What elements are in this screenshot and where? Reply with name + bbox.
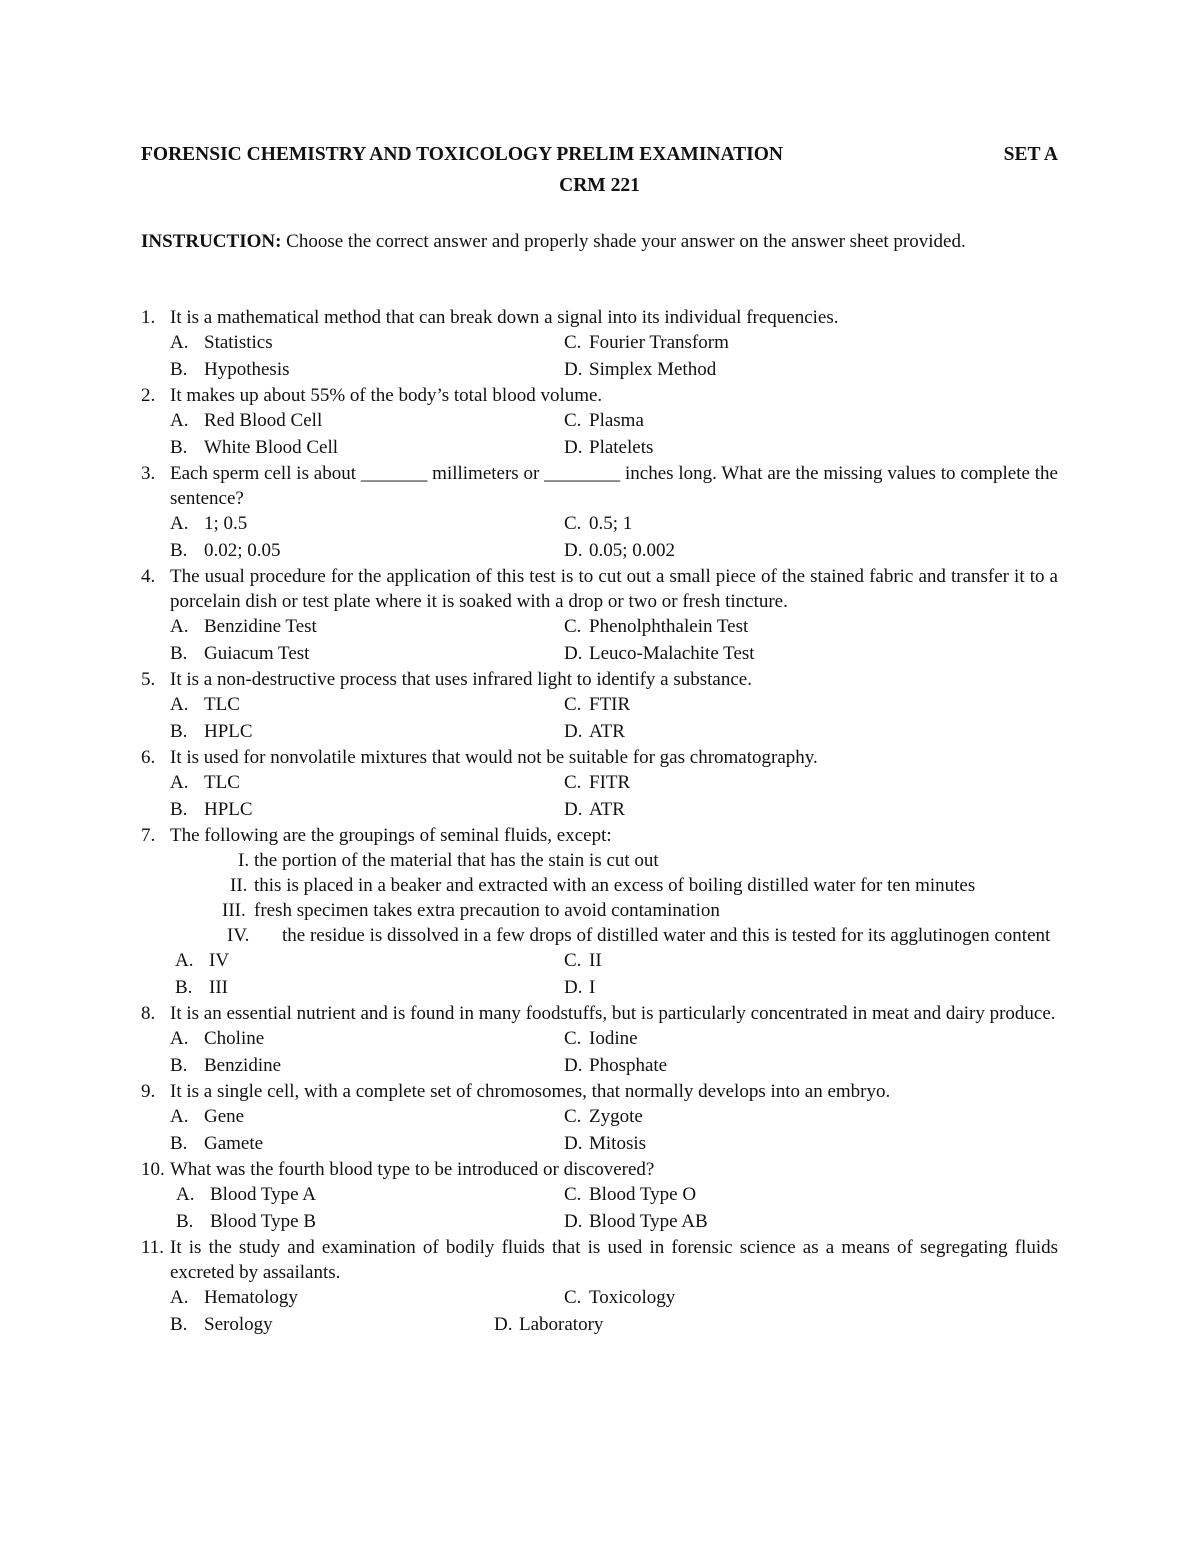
answer-option[interactable] xyxy=(564,1104,643,1130)
option-letter: A. xyxy=(170,1028,189,1049)
answer-option[interactable] xyxy=(564,1053,667,1079)
option-text: Fourier Transform xyxy=(589,332,729,353)
question xyxy=(141,305,1058,383)
statement-numeral: II. xyxy=(230,875,248,896)
question-text: Each sperm cell is about _______ millimeters or ________ inches long. What are the missing values to complete the sentence? xyxy=(170,463,1058,509)
option-letter: D. xyxy=(564,642,583,664)
options-row xyxy=(141,770,1058,797)
options-row xyxy=(141,614,1058,641)
option-text: Choline xyxy=(204,1028,265,1049)
answer-option[interactable] xyxy=(564,641,755,667)
options-row xyxy=(141,1026,1058,1053)
option-text: TLC xyxy=(204,772,240,793)
options-row xyxy=(141,357,1058,384)
instruction xyxy=(141,229,1058,254)
options-row xyxy=(141,1131,1058,1158)
option-text: I xyxy=(589,976,596,998)
answer-option[interactable] xyxy=(170,1131,263,1157)
option-letter: D. xyxy=(564,720,583,742)
option-text: Serology xyxy=(204,1313,273,1335)
answer-option[interactable] xyxy=(170,797,253,823)
question-number: 1. xyxy=(141,307,156,328)
option-letter: A. xyxy=(170,1287,189,1308)
answer-option[interactable] xyxy=(170,1026,264,1052)
answer-option[interactable] xyxy=(176,1209,316,1235)
answer-option[interactable] xyxy=(170,511,247,537)
question-number: 11. xyxy=(141,1237,165,1258)
option-text: Leuco-Malachite Test xyxy=(589,642,755,664)
answer-option[interactable] xyxy=(170,719,253,745)
option-text: Blood Type B xyxy=(210,1210,316,1232)
course-code: CRM 221 xyxy=(559,175,640,196)
answer-option[interactable] xyxy=(564,435,653,461)
option-letter: C. xyxy=(564,772,582,793)
option-text: ATR xyxy=(589,720,625,742)
question-text: It makes up about 55% of the body’s total blood volume. xyxy=(170,385,603,406)
options-row xyxy=(141,1182,1058,1209)
option-letter: C. xyxy=(564,410,582,431)
option-text: II xyxy=(589,950,602,971)
options-row xyxy=(141,948,1058,975)
option-letter: C. xyxy=(564,694,582,715)
options-row xyxy=(141,1104,1058,1131)
question-number: 2. xyxy=(141,385,156,406)
question-text: It is the study and examination of bodily fluids that is used in forensic science as a means of segregating fluids excreted by assailants. xyxy=(170,1237,1058,1283)
question-text: The following are the groupings of seminal fluids, except: xyxy=(170,825,612,846)
option-text: TLC xyxy=(204,694,240,715)
option-text: Laboratory xyxy=(519,1313,604,1335)
question xyxy=(141,1079,1058,1157)
options-row xyxy=(141,1312,1058,1339)
answer-option[interactable] xyxy=(564,770,630,796)
question xyxy=(141,1235,1058,1338)
option-text: Benzidine xyxy=(204,1054,282,1076)
options-row xyxy=(141,511,1058,538)
options-row xyxy=(141,538,1058,565)
options-row xyxy=(141,1285,1058,1312)
option-letter: B. xyxy=(175,976,193,998)
statement-item xyxy=(141,873,1058,898)
question-number: 3. xyxy=(141,463,156,484)
option-letter: B. xyxy=(170,358,188,380)
statement-text: fresh specimen takes extra precaution to avoid contamination xyxy=(254,900,720,921)
options-row xyxy=(141,797,1058,824)
answer-option[interactable] xyxy=(564,1131,646,1157)
answer-option[interactable] xyxy=(170,408,322,434)
answer-option[interactable] xyxy=(564,408,644,434)
option-text: White Blood Cell xyxy=(204,436,339,458)
question-list xyxy=(141,305,1058,1338)
statement-item xyxy=(141,923,1058,948)
answer-option[interactable] xyxy=(564,511,632,537)
option-text: IV xyxy=(209,950,230,971)
options-row xyxy=(141,641,1058,668)
option-letter: B. xyxy=(170,436,188,458)
option-text: Red Blood Cell xyxy=(204,410,323,431)
options-row xyxy=(141,719,1058,746)
option-text: 1; 0.5 xyxy=(204,513,248,534)
option-text: Blood Type AB xyxy=(589,1210,708,1232)
option-letter: C. xyxy=(564,1184,582,1205)
answer-option[interactable] xyxy=(564,1285,675,1311)
statement-item xyxy=(141,898,1058,923)
question-text: It is an essential nutrient and is found in many foodstuffs, but is particularly concentrated in meat and dairy produce. xyxy=(170,1003,1056,1024)
option-text: 0.02; 0.05 xyxy=(204,539,281,561)
answer-option[interactable] xyxy=(564,1182,696,1208)
question xyxy=(141,461,1058,564)
option-text: Blood Type A xyxy=(210,1184,316,1205)
option-letter: C. xyxy=(564,1028,582,1049)
option-letter: D. xyxy=(494,1313,513,1335)
question xyxy=(141,1001,1058,1079)
statement-item xyxy=(141,848,1058,873)
answer-option[interactable] xyxy=(170,1104,244,1130)
statement-numeral: III. xyxy=(222,900,246,921)
option-letter: C. xyxy=(564,616,582,637)
question xyxy=(141,823,1058,1001)
exam-title: FORENSIC CHEMISTRY AND TOXICOLOGY PRELIM EXAMINATION xyxy=(141,144,783,165)
answer-option[interactable] xyxy=(170,357,290,383)
option-text: Zygote xyxy=(589,1106,643,1127)
answer-option[interactable] xyxy=(170,614,317,640)
answer-option[interactable] xyxy=(564,357,716,383)
question-text: It is a single cell, with a complete set of chromosomes, that normally develops into an embryo. xyxy=(170,1081,891,1102)
option-text: Statistics xyxy=(204,332,273,353)
option-letter: B. xyxy=(170,720,188,742)
option-text: Guiacum Test xyxy=(204,642,310,664)
option-text: HPLC xyxy=(204,798,253,820)
option-text: FITR xyxy=(589,772,631,793)
option-text: Mitosis xyxy=(589,1132,647,1154)
options-row xyxy=(141,975,1058,1002)
option-letter: B. xyxy=(170,642,188,664)
option-text: Platelets xyxy=(589,436,654,458)
answer-option[interactable] xyxy=(564,975,595,1001)
option-letter: D. xyxy=(564,1132,583,1154)
option-letter: C. xyxy=(564,332,582,353)
question xyxy=(141,564,1058,667)
options-row xyxy=(141,692,1058,719)
option-letter: A. xyxy=(170,1106,189,1127)
question xyxy=(141,667,1058,745)
answer-option[interactable] xyxy=(564,614,748,640)
question-number: 5. xyxy=(141,669,156,690)
answer-option[interactable] xyxy=(170,538,281,564)
option-text: Gene xyxy=(204,1106,245,1127)
answer-option[interactable] xyxy=(564,797,625,823)
option-letter: A. xyxy=(176,1184,195,1205)
question-text: What was the fourth blood type to be introduced or discovered? xyxy=(170,1159,655,1180)
statement-text: the portion of the material that has the stain is cut out xyxy=(254,850,659,871)
option-letter: B. xyxy=(170,1313,188,1335)
option-letter: B. xyxy=(170,1054,188,1076)
option-text: Plasma xyxy=(589,410,644,431)
answer-option[interactable] xyxy=(170,1312,273,1338)
question-number: 10. xyxy=(141,1159,165,1180)
option-text: Benzidine Test xyxy=(204,616,317,637)
answer-option[interactable] xyxy=(175,948,229,974)
question xyxy=(141,745,1058,823)
options-row xyxy=(141,1209,1058,1236)
option-letter: A. xyxy=(170,410,189,431)
answer-option[interactable] xyxy=(564,719,625,745)
instruction-label: INSTRUCTION: xyxy=(141,231,282,252)
option-letter: A. xyxy=(170,513,189,534)
options-row xyxy=(141,330,1058,357)
statement-text: the residue is dissolved in a few drops of distilled water and this is tested for its agglutinogen content xyxy=(282,925,1051,946)
instruction-text: Choose the correct answer and properly shade your answer on the answer sheet provided. xyxy=(286,231,966,252)
option-text: III xyxy=(209,976,228,998)
option-text: Iodine xyxy=(589,1028,638,1049)
answer-option[interactable] xyxy=(170,330,273,356)
question-number: 6. xyxy=(141,747,156,768)
exam-set: SET A xyxy=(1003,144,1058,165)
option-text: Phenolphthalein Test xyxy=(589,616,749,637)
exam-header xyxy=(141,144,1058,197)
answer-option[interactable] xyxy=(175,975,228,1001)
options-row xyxy=(141,408,1058,435)
answer-option[interactable] xyxy=(170,435,338,461)
answer-option[interactable] xyxy=(170,641,309,667)
option-text: Phosphate xyxy=(589,1054,668,1076)
answer-option[interactable] xyxy=(170,1285,298,1311)
option-text: Blood Type O xyxy=(589,1184,697,1205)
question-text: It is used for nonvolatile mixtures that would not be suitable for gas chromatography. xyxy=(170,747,818,768)
option-letter: D. xyxy=(564,976,583,998)
option-text: HPLC xyxy=(204,720,253,742)
question xyxy=(141,383,1058,461)
question-text: It is a non-destructive process that uses infrared light to identify a substance. xyxy=(170,669,752,690)
question-number: 4. xyxy=(141,566,156,587)
option-letter: C. xyxy=(564,1106,582,1127)
option-text: FTIR xyxy=(589,694,631,715)
option-letter: C. xyxy=(564,1287,582,1308)
answer-option[interactable] xyxy=(170,692,240,718)
statement-text: this is placed in a beaker and extracted with an excess of boiling distilled water for ten minutes xyxy=(254,875,976,896)
option-letter: B. xyxy=(176,1210,194,1232)
option-letter: C. xyxy=(564,513,582,534)
option-text: Simplex Method xyxy=(589,358,717,380)
option-letter: B. xyxy=(170,798,188,820)
option-text: Toxicology xyxy=(589,1287,676,1308)
answer-option[interactable] xyxy=(564,330,729,356)
answer-option[interactable] xyxy=(564,538,675,564)
answer-option[interactable] xyxy=(176,1182,316,1208)
answer-option[interactable] xyxy=(170,770,240,796)
question-number: 9. xyxy=(141,1081,156,1102)
option-letter: A. xyxy=(170,772,189,793)
option-text: Hypothesis xyxy=(204,358,290,380)
options-row xyxy=(141,435,1058,462)
option-text: Gamete xyxy=(204,1132,264,1154)
question xyxy=(141,1157,1058,1235)
option-text: Hematology xyxy=(204,1287,298,1308)
option-letter: B. xyxy=(170,1132,188,1154)
question-text: The usual procedure for the application of this test is to cut out a small piece of the stained fabric and transfer it to a porcelain dish or test plate where it is soaked with a drop or two or fresh tincture. xyxy=(170,566,1058,612)
option-letter: A. xyxy=(170,332,189,353)
option-letter: D. xyxy=(564,1054,583,1076)
option-text: ATR xyxy=(589,798,625,820)
statement-numeral: I. xyxy=(238,850,250,871)
option-letter: A. xyxy=(175,950,194,971)
answer-option[interactable] xyxy=(564,1209,708,1235)
option-letter: D. xyxy=(564,798,583,820)
option-letter: C. xyxy=(564,950,582,971)
question-number: 7. xyxy=(141,825,156,846)
option-letter: A. xyxy=(170,616,189,637)
answer-option[interactable] xyxy=(170,1053,281,1079)
answer-option[interactable] xyxy=(564,692,630,718)
option-letter: D. xyxy=(564,358,583,380)
option-letter: D. xyxy=(564,539,583,561)
answer-option[interactable] xyxy=(564,1026,638,1052)
statement-numeral: IV. xyxy=(227,925,250,946)
option-letter: A. xyxy=(170,694,189,715)
option-letter: D. xyxy=(564,436,583,458)
option-letter: B. xyxy=(170,539,188,561)
answer-option[interactable] xyxy=(494,1312,603,1338)
question-text: It is a mathematical method that can break down a signal into its individual frequencies. xyxy=(170,307,839,328)
option-text: 0.5; 1 xyxy=(589,513,633,534)
option-text: 0.05; 0.002 xyxy=(589,539,676,561)
options-row xyxy=(141,1053,1058,1080)
option-letter: D. xyxy=(564,1210,583,1232)
answer-option[interactable] xyxy=(564,948,602,974)
question-number: 8. xyxy=(141,1003,156,1024)
